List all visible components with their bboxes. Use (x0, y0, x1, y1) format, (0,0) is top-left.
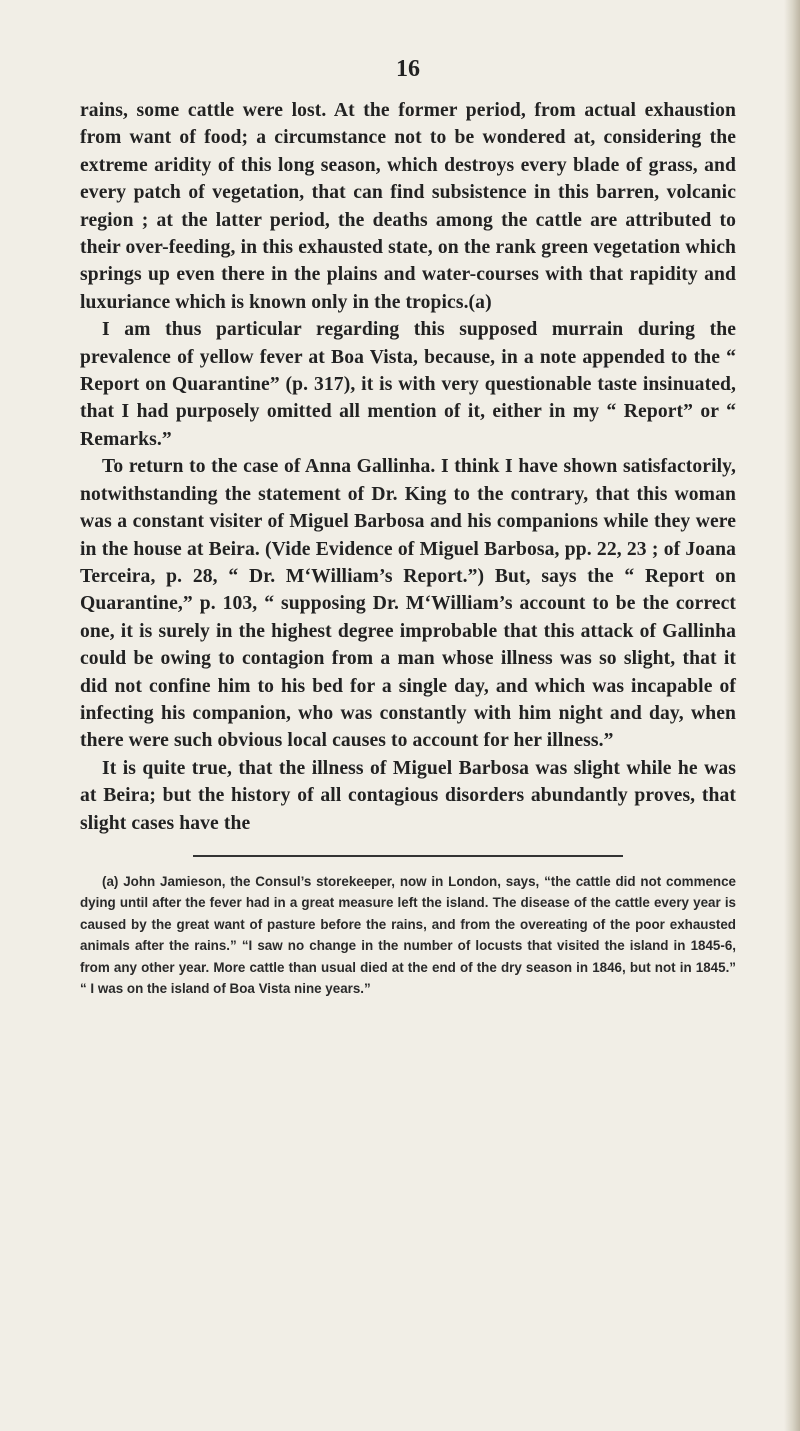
paragraph-2: I am thus particular regarding this supposed murrain during the prevalence of yellow fever at Boa Vista, because, in a note appended to the “ Report on Quarantine” (p. 317), it is with very questionable taste insinuated, that I had purposely omitted all mention of it, either in my “ Report” or “ Remarks.” (80, 319, 736, 450)
paragraph-4: It is quite true, that the illness of Miguel Barbosa was slight while he was at Beira; but the history of all contagious disorders abundantly proves, that slight cases have the (80, 757, 736, 834)
page-number: 16 (396, 56, 420, 82)
page-edge-shadow (784, 0, 800, 1431)
book-page (80, 56, 736, 1000)
paragraph-1: rains, some cattle were lost. At the former period, from actual exhaustion from want of food; a circumstance not to be wondered at, considering the extreme aridity of this long season, which destroys every blade of grass, and every patch of vegetation, that can find subsistence in this barren, volcanic region ; at the latter period, the deaths among the cattle are attributed to their over-feeding, in this exhausted state, on the rank green vegetation which springs up even there in the plains and water-courses with that rapidity and luxuriance which is known only in the tropics.(a) (80, 100, 736, 313)
footnote-divider (193, 855, 623, 857)
footnote: (a) John Jamieson, the Consul’s storekeeper, now in London, says, “the cattle did not commence dying until after the fever had in a great measure left the island. The disease of the cattle every year is caused by the great want of pasture before the rains, and from the overeating of the poor exhausted animals after the rains.” “I saw no change in the number of locusts that visited the island in 1845-6, from any other year. More cattle than usual died at the end of the dry season in 1846, but not in 1845.” “ I was on the island of Boa Vista nine years.” (80, 873, 736, 997)
paragraph-3: To return to the case of Anna Gallinha. I think I have shown satisfactorily, notwithstanding the statement of Dr. King to the contrary, that this woman was a constant visiter of Miguel Barbosa and his companions while they were in the house at Beira. (Vide Evidence of Miguel Barbosa, pp. 22, 23 ; of Joana Terceira, p. 28, “ Dr. M‘William’s Report.”) But, says the “ Report on Quarantine,” p. 103, “ supposing Dr. M‘William’s account to be the correct one, it is surely in the highest degree improbable that this attack of Gallinha could be owing to contagion from a man whose illness was so slight, that it did not confine him to his bed for a single day, and which was incapable of infecting his companion, who was constantly with him night and day, when there were such obvious local causes to account for her illness.” (80, 456, 736, 752)
body-text (80, 97, 736, 837)
